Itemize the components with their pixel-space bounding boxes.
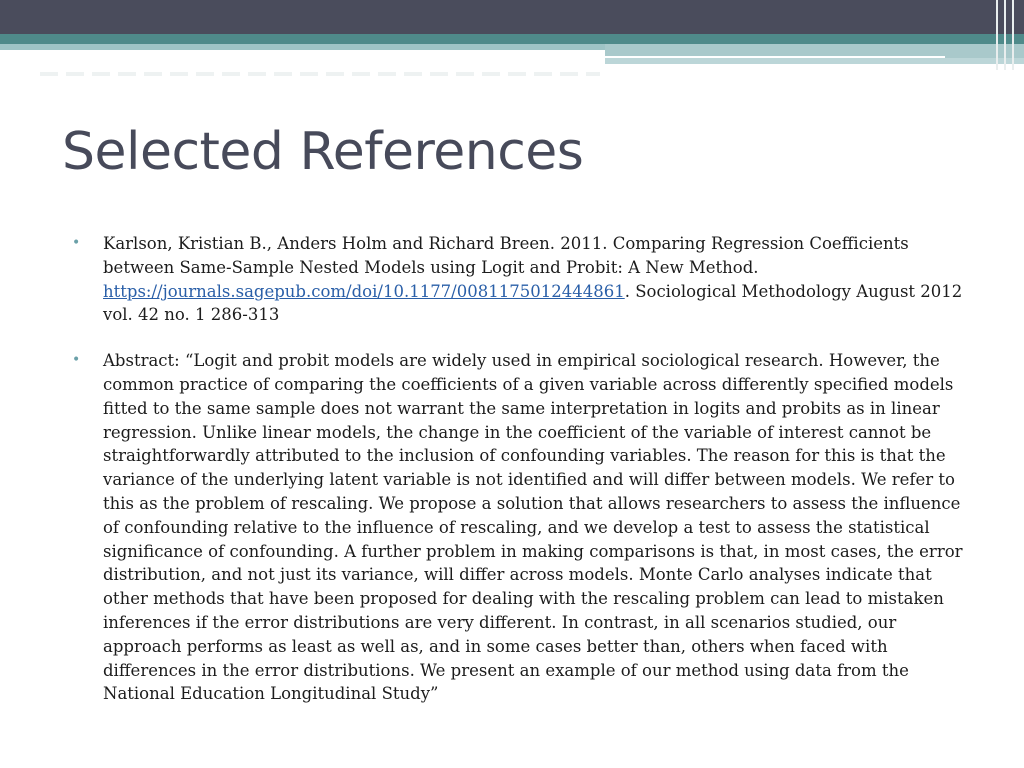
header-bar: [0, 0, 1024, 34]
header-teal-band: [0, 34, 1024, 44]
header-accent-stripe-left: [0, 44, 605, 50]
reference-link[interactable]: https://journals.sagepub.com/doi/10.1177/0081175012444861: [103, 281, 625, 301]
reference-source: . Sociological Methodology August 2012 vol. 42 no. 1 286-313: [103, 281, 963, 325]
abstract-list-item: [72, 349, 972, 706]
bullet-icon: •: [72, 235, 81, 251]
slide-title: Selected References: [62, 122, 584, 182]
header-vertical-stripe: [996, 0, 998, 70]
reference-list-item: [72, 232, 972, 327]
header-accent-stripe-lower: [605, 58, 1024, 64]
reference-citation: Karlson, Kristian B., Anders Holm and Richard Breen. 2011. Comparing Regression Coefficients between Same-Sample Nested Models using Logit and Probit: A New Method.: [103, 234, 909, 277]
header-dotted-decoration: [40, 72, 600, 76]
bullet-icon: •: [72, 352, 81, 369]
abstract-text: Abstract: “Logit and probit models are widely used in empirical sociological research. However, the common practice of comparing the coefficients of a given variable across differently specified models fitted to the same sample does not warrant the same interpretation in logits and probits as in linear regression. Unlike linear models, the change in the coefficient of the variable of interest cannot be straightforwardly attributed to the inclusion of confounding variables. The reason for this is that the variance of the underlying latent variable is not identified and will differ between models. We refer to this as the problem of rescaling. We propose a solution that allows researchers to assess the influence of confounding relative to the influence of rescaling, and we develop a test to assess the statistical significance of confounding. A further problem in making comparisons is that, in most cases, the error distribution, and not just its variance, will differ across models. Monte Carlo analyses indicate that other methods that have been proposed for dealing with the rescaling problem can lead to mistaken inferences if the error distributions are very different. In contrast, in all scenarios studied, our approach performs as least as well as, and in some cases better than, others when faced with differences in the error distributions. We present an example of our method using data from the National Education Longitudinal Study”: [103, 351, 963, 704]
slide-body: [72, 232, 972, 706]
header-vertical-stripe: [1004, 0, 1006, 70]
header-vertical-stripe: [1012, 0, 1014, 70]
